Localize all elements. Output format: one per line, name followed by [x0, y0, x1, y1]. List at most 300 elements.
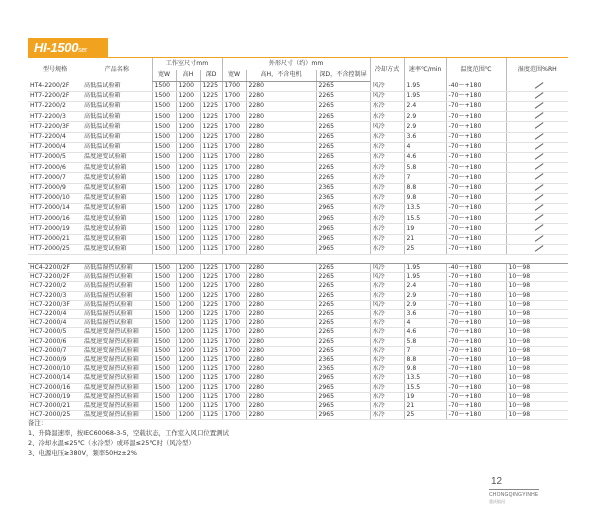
cell-model: HC4-2200/2F	[28, 263, 82, 272]
cell-height: 1200	[176, 91, 200, 101]
cell-outer-width: 1700	[222, 300, 246, 309]
cell-width: 1500	[152, 300, 176, 309]
header-model: 型号规格	[42, 65, 68, 73]
not-applicable-slash-icon	[533, 153, 543, 159]
cell-rate: 5.8	[404, 337, 446, 346]
cell-temp-range: -70～+180	[446, 214, 506, 224]
cell-cooling: 风冷	[370, 82, 404, 92]
cell-outer-height: 2280	[246, 309, 316, 318]
table-row	[28, 300, 568, 309]
cell-humidity-range	[506, 173, 568, 183]
cell-cooling: 水冷	[370, 282, 404, 291]
cell-cooling: 水冷	[370, 374, 404, 383]
note-item: 2、冷却水温≤25℃（水冷型）或环温≤25℃时（风冷型）	[28, 439, 195, 447]
cell-model: HC7-2200/4	[28, 309, 82, 318]
cell-outer-height: 2280	[246, 282, 316, 291]
cell-width: 1500	[152, 183, 176, 193]
table-row	[28, 319, 568, 328]
cell-cooling: 水冷	[370, 383, 404, 392]
cell-outer-height: 2280	[246, 263, 316, 272]
cell-temp-range: -70～+180	[446, 193, 506, 203]
cell-outer-height: 2280	[246, 383, 316, 392]
cell-name: 温度速变试验箱	[82, 214, 152, 224]
cell-temp-range: -70～+180	[446, 173, 506, 183]
cell-name: 温度速变试验箱	[82, 193, 152, 203]
cell-depth: 1125	[200, 152, 222, 162]
cell-outer-depth: 2265	[316, 132, 370, 142]
cell-height: 1200	[176, 383, 200, 392]
not-applicable-slash-icon	[533, 143, 543, 149]
cell-model: HT7-2000/10	[28, 193, 82, 203]
cell-name: 温度速变湿热试验箱	[82, 392, 152, 401]
cell-width: 1500	[152, 263, 176, 272]
cell-name: 温度速变湿热试验箱	[82, 374, 152, 383]
cell-name: 高低温湿热试验箱	[82, 282, 152, 291]
page-number: 12	[491, 476, 503, 487]
series-badge	[28, 38, 108, 57]
cell-humidity-range: 10～98	[506, 365, 568, 374]
cell-rate: 1.95	[404, 263, 446, 272]
cell-cooling: 水冷	[370, 244, 404, 254]
cell-rate: 7	[404, 173, 446, 183]
cell-humidity-range: 10～98	[506, 282, 568, 291]
cell-temp-range: -70～+180	[446, 224, 506, 234]
cell-rate: 2.9	[404, 112, 446, 122]
cell-outer-height: 2280	[246, 337, 316, 346]
cell-temp-range: -40～+180	[446, 82, 506, 92]
cell-rate: 25	[404, 411, 446, 420]
cell-name: 温度速变湿热试验箱	[82, 402, 152, 411]
cell-model: HT7-2200/2F	[28, 91, 82, 101]
table-row	[28, 122, 568, 132]
cell-height: 1200	[176, 142, 200, 152]
cell-model: HT7-2000/16	[28, 214, 82, 224]
cell-outer-depth: 2365	[316, 183, 370, 193]
cell-name: 温度速变试验箱	[82, 203, 152, 213]
not-applicable-slash-icon	[533, 133, 543, 139]
cell-cooling: 水冷	[370, 173, 404, 183]
cell-width: 1500	[152, 374, 176, 383]
table-row	[28, 193, 568, 203]
cell-height: 1200	[176, 122, 200, 132]
cell-model: HC7-2000/21	[28, 402, 82, 411]
cell-depth: 1125	[200, 193, 222, 203]
table-row	[28, 132, 568, 142]
cell-cooling: 水冷	[370, 101, 404, 111]
table-row	[28, 82, 568, 92]
cell-temp-range: -70～+180	[446, 337, 506, 346]
table-row	[28, 234, 568, 244]
cell-outer-height: 2280	[246, 328, 316, 337]
cell-width: 1500	[152, 101, 176, 111]
cell-width: 1500	[152, 163, 176, 173]
cell-model: HC7-2200/3F	[28, 300, 82, 309]
cell-rate: 25	[404, 244, 446, 254]
cell-name: 温度速变湿热试验箱	[82, 365, 152, 374]
cell-cooling: 水冷	[370, 291, 404, 300]
cell-outer-width: 1700	[222, 82, 246, 92]
cell-height: 1200	[176, 411, 200, 420]
table-row	[28, 101, 568, 111]
cell-model: HT7-2000/21	[28, 234, 82, 244]
cell-outer-depth: 2365	[316, 355, 370, 364]
cell-name: 温度速变湿热试验箱	[82, 383, 152, 392]
cell-outer-depth: 2265	[316, 112, 370, 122]
cell-outer-depth: 2965	[316, 214, 370, 224]
cell-outer-height: 2280	[246, 291, 316, 300]
cell-height: 1200	[176, 374, 200, 383]
cell-outer-width: 1700	[222, 263, 246, 272]
cell-humidity-range: 10～98	[506, 392, 568, 401]
table-row	[28, 224, 568, 234]
cell-outer-width: 1700	[222, 122, 246, 132]
cell-outer-height: 2280	[246, 355, 316, 364]
cell-rate: 19	[404, 224, 446, 234]
cell-depth: 1225	[200, 101, 222, 111]
not-applicable-slash-icon	[533, 235, 543, 241]
cell-height: 1200	[176, 82, 200, 92]
cell-height: 1200	[176, 319, 200, 328]
cell-depth: 1125	[200, 411, 222, 420]
cell-height: 1200	[176, 328, 200, 337]
cell-humidity-range	[506, 132, 568, 142]
cell-cooling: 风冷	[370, 300, 404, 309]
cell-temp-range: -70～+180	[446, 142, 506, 152]
cell-cooling: 水冷	[370, 234, 404, 244]
cell-outer-depth: 2265	[316, 263, 370, 272]
cell-outer-depth: 2365	[316, 193, 370, 203]
cell-name: 温度速变湿热试验箱	[82, 355, 152, 364]
table-row	[28, 402, 568, 411]
cell-outer-width: 1700	[222, 346, 246, 355]
cell-humidity-range: 10～98	[506, 273, 568, 282]
brand-name: CHONGQINGYINHE	[489, 492, 539, 498]
cell-cooling: 水冷	[370, 309, 404, 318]
cell-width: 1500	[152, 337, 176, 346]
not-applicable-slash-icon	[533, 204, 543, 210]
cell-outer-height: 2280	[246, 142, 316, 152]
table-row	[28, 346, 568, 355]
cell-depth: 1225	[200, 300, 222, 309]
cell-cooling: 水冷	[370, 411, 404, 420]
table-row	[28, 383, 568, 392]
cell-outer-height: 2280	[246, 300, 316, 309]
cell-temp-range: -70～+180	[446, 163, 506, 173]
cell-outer-height: 2280	[246, 183, 316, 193]
table-row	[28, 291, 568, 300]
cell-model: HT7-2000/7	[28, 173, 82, 183]
cell-outer-depth: 2265	[316, 173, 370, 183]
cell-name: 高低温湿热试验箱	[82, 291, 152, 300]
header-outer-depth: 深D，不含控制屏	[316, 70, 370, 82]
cell-model: HT7-2000/4	[28, 142, 82, 152]
cell-width: 1500	[152, 122, 176, 132]
cell-depth: 1125	[200, 244, 222, 254]
cell-humidity-range	[506, 214, 568, 224]
cell-model: HC7-2200/3	[28, 291, 82, 300]
cell-outer-height: 2280	[246, 319, 316, 328]
cell-outer-depth: 2265	[316, 273, 370, 282]
cell-outer-height: 2280	[246, 234, 316, 244]
cell-width: 1500	[152, 383, 176, 392]
cell-outer-height: 2280	[246, 411, 316, 420]
cell-outer-height: 2280	[246, 244, 316, 254]
cell-height: 1200	[176, 163, 200, 173]
group-separator	[28, 254, 568, 263]
cell-outer-depth: 2965	[316, 402, 370, 411]
cell-model: HC7-2000/7	[28, 346, 82, 355]
not-applicable-slash-icon	[533, 173, 543, 179]
cell-cooling: 水冷	[370, 152, 404, 162]
cell-width: 1500	[152, 173, 176, 183]
cell-cooling: 水冷	[370, 132, 404, 142]
cell-height: 1200	[176, 234, 200, 244]
cell-model: HT7-2000/9	[28, 183, 82, 193]
footer-rule	[489, 489, 539, 490]
cell-outer-width: 1700	[222, 392, 246, 401]
table-row	[28, 309, 568, 318]
cell-humidity-range: 10～98	[506, 402, 568, 411]
cell-humidity-range	[506, 224, 568, 234]
not-applicable-slash-icon	[533, 194, 543, 200]
cell-outer-depth: 2965	[316, 392, 370, 401]
cell-width: 1500	[152, 244, 176, 254]
not-applicable-slash-icon	[533, 163, 543, 169]
cell-depth: 1225	[200, 132, 222, 142]
cell-depth: 1125	[200, 365, 222, 374]
not-applicable-slash-icon	[533, 214, 543, 220]
cell-cooling: 水冷	[370, 346, 404, 355]
cell-depth: 1125	[200, 346, 222, 355]
table-row	[28, 355, 568, 364]
cell-cooling: 风冷	[370, 91, 404, 101]
cell-height: 1200	[176, 337, 200, 346]
cell-height: 1200	[176, 132, 200, 142]
cell-humidity-range: 10～98	[506, 383, 568, 392]
cell-height: 1200	[176, 355, 200, 364]
table-row	[28, 152, 568, 162]
cell-height: 1200	[176, 263, 200, 272]
cell-depth: 1125	[200, 142, 222, 152]
cell-temp-range: -70～+180	[446, 183, 506, 193]
cell-rate: 1.95	[404, 91, 446, 101]
header-width: 宽W	[152, 70, 176, 82]
series-badge-suffix: ser	[78, 47, 87, 54]
cell-depth: 1125	[200, 355, 222, 364]
not-applicable-slash-icon	[533, 92, 543, 98]
cell-rate: 21	[404, 234, 446, 244]
cell-outer-depth: 2265	[316, 319, 370, 328]
cell-temp-range: -70～+180	[446, 91, 506, 101]
cell-height: 1200	[176, 101, 200, 111]
cell-outer-width: 1700	[222, 319, 246, 328]
cell-outer-depth: 2265	[316, 346, 370, 355]
cell-rate: 9.8	[404, 365, 446, 374]
cell-name: 高低温试验箱	[82, 112, 152, 122]
not-applicable-slash-icon	[533, 102, 543, 108]
cell-rate: 7	[404, 346, 446, 355]
cell-depth: 1225	[200, 122, 222, 132]
cell-depth: 1225	[200, 309, 222, 318]
cell-temp-range: -70～+180	[446, 234, 506, 244]
not-applicable-slash-icon	[533, 82, 543, 88]
cell-name: 高低温试验箱	[82, 101, 152, 111]
cell-temp-range: -70～+180	[446, 132, 506, 142]
cell-humidity-range: 10～98	[506, 300, 568, 309]
cell-model: HC7-2000/6	[28, 337, 82, 346]
cell-cooling: 风冷	[370, 263, 404, 272]
cell-outer-width: 1700	[222, 355, 246, 364]
cell-outer-depth: 2265	[316, 163, 370, 173]
note-item: 3、电源电压≥380V，频率50Hz±2%	[28, 449, 137, 457]
cell-temp-range: -70～+180	[446, 300, 506, 309]
cell-temp-range: -70～+180	[446, 365, 506, 374]
cell-rate: 1.95	[404, 82, 446, 92]
cell-cooling: 水冷	[370, 163, 404, 173]
cell-height: 1200	[176, 291, 200, 300]
notes-title: 备注：	[28, 419, 48, 427]
cell-cooling: 水冷	[370, 224, 404, 234]
cell-humidity-range	[506, 82, 568, 92]
cell-temp-range: -70～+180	[446, 319, 506, 328]
cell-rate: 15.5	[404, 383, 446, 392]
cell-width: 1500	[152, 411, 176, 420]
cell-height: 1200	[176, 300, 200, 309]
cell-outer-depth: 2265	[316, 300, 370, 309]
cell-cooling: 水冷	[370, 337, 404, 346]
cell-outer-depth: 2265	[316, 91, 370, 101]
cell-rate: 4	[404, 142, 446, 152]
spec-table	[28, 58, 568, 420]
cell-outer-width: 1700	[222, 203, 246, 213]
cell-outer-height: 2280	[246, 82, 316, 92]
cell-height: 1200	[176, 365, 200, 374]
cell-model: HT7-2200/2	[28, 101, 82, 111]
cell-height: 1200	[176, 244, 200, 254]
cell-model: HT4-2200/2F	[28, 82, 82, 92]
cell-outer-width: 1700	[222, 328, 246, 337]
cell-humidity-range	[506, 101, 568, 111]
cell-width: 1500	[152, 91, 176, 101]
cell-rate: 9.8	[404, 193, 446, 203]
cell-depth: 1225	[200, 291, 222, 300]
cell-outer-depth: 2265	[316, 142, 370, 152]
cell-height: 1200	[176, 282, 200, 291]
cell-width: 1500	[152, 355, 176, 364]
table-row	[28, 112, 568, 122]
cell-model: HT7-2000/14	[28, 203, 82, 213]
cell-name: 高低温试验箱	[82, 132, 152, 142]
not-applicable-slash-icon	[533, 184, 543, 190]
header-chamber-size: 工作室尺寸mm	[152, 58, 222, 70]
cell-name: 温度速变湿热试验箱	[82, 337, 152, 346]
cell-outer-width: 1700	[222, 183, 246, 193]
cell-humidity-range: 10～98	[506, 355, 568, 364]
cell-cooling: 水冷	[370, 203, 404, 213]
cell-height: 1200	[176, 193, 200, 203]
cell-outer-height: 2280	[246, 173, 316, 183]
cell-outer-depth: 2965	[316, 203, 370, 213]
cell-outer-height: 2280	[246, 374, 316, 383]
cell-temp-range: -70～+180	[446, 392, 506, 401]
cell-model: HC7-2000/14	[28, 374, 82, 383]
cell-height: 1200	[176, 402, 200, 411]
cell-model: HT7-2200/3	[28, 112, 82, 122]
cell-outer-width: 1700	[222, 374, 246, 383]
cell-name: 温度速变试验箱	[82, 224, 152, 234]
header-outer-width: 宽W	[222, 70, 246, 82]
cell-model: HT7-2000/19	[28, 224, 82, 234]
cell-height: 1200	[176, 183, 200, 193]
cell-outer-depth: 2965	[316, 383, 370, 392]
cell-name: 高低温湿热试验箱	[82, 273, 152, 282]
cell-name: 温度速变湿热试验箱	[82, 411, 152, 420]
cell-outer-width: 1700	[222, 402, 246, 411]
cell-width: 1500	[152, 132, 176, 142]
cell-cooling: 水冷	[370, 142, 404, 152]
cell-width: 1500	[152, 193, 176, 203]
cell-temp-range: -70～+180	[446, 244, 506, 254]
cell-outer-width: 1700	[222, 91, 246, 101]
header-cooling: 冷却方式	[370, 58, 404, 82]
cell-outer-depth: 2265	[316, 82, 370, 92]
table-row	[28, 337, 568, 346]
cell-depth: 1125	[200, 328, 222, 337]
cell-humidity-range: 10～98	[506, 346, 568, 355]
cell-outer-height: 2280	[246, 346, 316, 355]
cell-width: 1500	[152, 346, 176, 355]
cell-model: HT7-2000/25	[28, 244, 82, 254]
cell-temp-range: -70～+180	[446, 152, 506, 162]
cell-humidity-range: 10～98	[506, 374, 568, 383]
cell-outer-depth: 2265	[316, 337, 370, 346]
cell-cooling: 风冷	[370, 122, 404, 132]
cell-outer-depth: 2365	[316, 365, 370, 374]
header-humidity-range: 湿度范围%RH	[506, 58, 568, 82]
cell-outer-width: 1700	[222, 101, 246, 111]
cell-outer-depth: 2965	[316, 224, 370, 234]
table-row	[28, 328, 568, 337]
table-row	[28, 163, 568, 173]
cell-humidity-range	[506, 91, 568, 101]
cell-cooling: 水冷	[370, 112, 404, 122]
cell-height: 1200	[176, 346, 200, 355]
cell-name: 高低温试验箱	[82, 82, 152, 92]
cell-outer-width: 1700	[222, 132, 246, 142]
cell-rate: 3.6	[404, 132, 446, 142]
header-name: 产品名称	[104, 65, 129, 73]
cell-width: 1500	[152, 365, 176, 374]
cell-width: 1500	[152, 291, 176, 300]
cell-cooling: 水冷	[370, 319, 404, 328]
table-row	[28, 142, 568, 152]
cell-humidity-range: 10～98	[506, 319, 568, 328]
cell-cooling: 水冷	[370, 328, 404, 337]
cell-width: 1500	[152, 152, 176, 162]
cell-humidity-range: 10～98	[506, 291, 568, 300]
cell-depth: 1125	[200, 163, 222, 173]
cell-outer-depth: 2965	[316, 374, 370, 383]
cell-outer-depth: 2265	[316, 309, 370, 318]
cell-model: HC7-2000/5	[28, 328, 82, 337]
cell-outer-width: 1700	[222, 383, 246, 392]
cell-outer-width: 1700	[222, 173, 246, 183]
cell-rate: 1.95	[404, 273, 446, 282]
cell-model: HC7-2000/16	[28, 383, 82, 392]
cell-outer-width: 1700	[222, 152, 246, 162]
cell-depth: 1225	[200, 112, 222, 122]
table-header-row	[28, 58, 568, 70]
